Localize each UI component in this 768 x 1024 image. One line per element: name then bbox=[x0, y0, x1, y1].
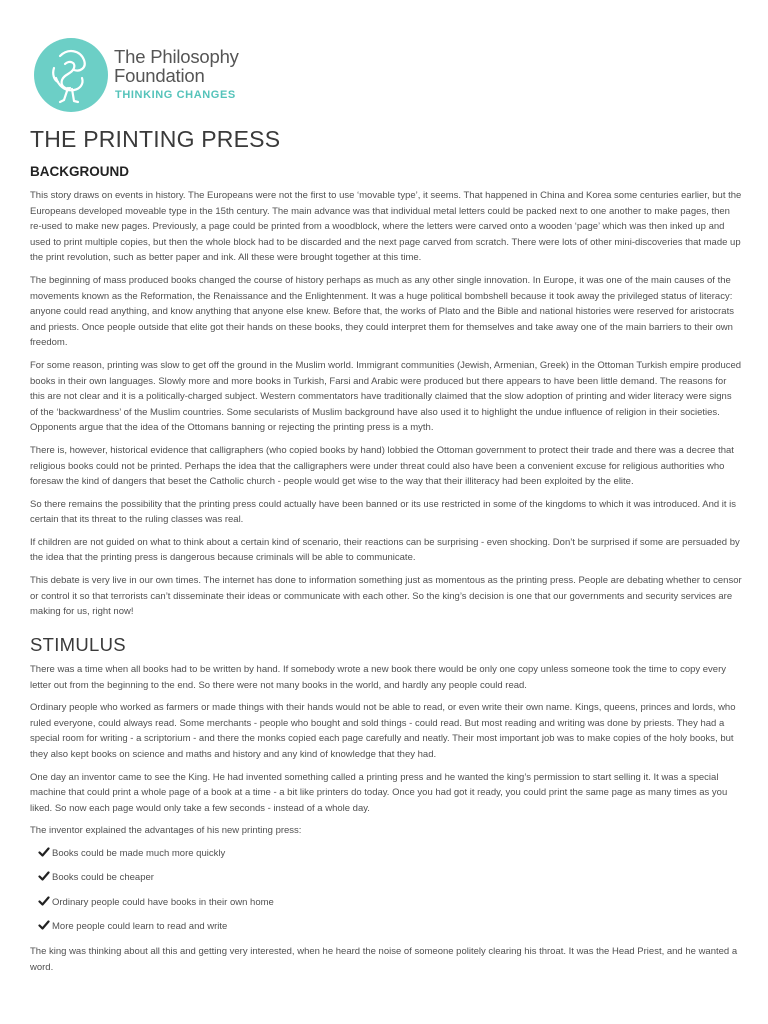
background-paragraph: So there remains the possibility that the printing press could actually have been banned or its use restricted in some of the kingdoms to which it was introduced. And it is certain that its threat to the ruling classes was real. bbox=[30, 498, 737, 526]
list-item-label: More people could learn to read and write bbox=[52, 921, 228, 933]
checkmark-icon bbox=[38, 895, 50, 907]
advantages-list bbox=[30, 846, 742, 944]
stimulus-paragraph: One day an inventor came to see the King. He had invented something called a printing press and he wanted the king’s permission to start selling it. It was a special machine that could print a whole page of a book at a time - a bit like printers do today. Once you had got it ready, you could print the same page as many times as you liked. So now each page would only take a few seconds - instead of a whole day. bbox=[30, 771, 728, 814]
background-paragraph: For some reason, printing was slow to get off the ground in the Muslim world. Immigrant communities (Jewish, Armenian, Greek) in the Ottoman Turkish empire produced books in their own languages. Slowly more and more books in Turkish, Farsi and Arabic were produced but there appears to have been little demand. The reasons for this are not clear and it is a politically-charged subject. Western commentators have traditionally claimed that the slow adoption of printing and wider literacy were signs of the ‘backwardness’ of the Muslim countries. Some secularists of Muslim background have also used it to highlight the undue influence of religion in their societies. Opponents argue that the idea of the Ottomans banning or rejecting the printing press is a myth. bbox=[30, 359, 742, 434]
list-item-label: Books could be made much more quickly bbox=[52, 847, 226, 859]
page-title: THE PRINTING PRESS bbox=[30, 126, 281, 152]
checkmark-icon bbox=[38, 870, 50, 882]
stimulus-section bbox=[30, 662, 742, 982]
logo-name-line1: The Philosophy bbox=[114, 46, 239, 67]
stimulus-closing-paragraph: The king was thinking about all this and getting very interested, when he heard the noise of someone politely clearing his throat. It was the Head Priest, and he wanted a word. bbox=[30, 945, 738, 973]
background-paragraph: The beginning of mass produced books changed the course of history perhaps as much as any other single innovation. In Europe, it was one of the main causes of the movements known as the Reformation, the Renaissance and the Enlightenment. It was a huge political bombshell because it took away the privileged status of literacy: anyone could read anything, and know anything that anyone else knew. Before that, the works of Plato and the Bible and national histories were reserved for aristocrats and priests. Once people outside that elite got their hands on these books, they could interpret them for themselves and take away one of the main barriers to their own freedom. bbox=[30, 274, 734, 349]
logo-name bbox=[114, 47, 239, 85]
checkmark-icon bbox=[38, 846, 50, 858]
list-item-label: Ordinary people could have books in their own home bbox=[52, 896, 274, 908]
background-paragraph: This story draws on events in history. The Europeans were not the first to use ‘movable type’, it seems. That happened in China and Korea some centuries earlier, but the Europeans developed moveable type in the 15th century. The main advance was that individual metal letters could be packed next to one another to make pages, then re-used to make new pages. Previously, a page could be printed from a woodblock, where the letters were carved onto a wooden ‘page’ which was then inked up and used to print multiple copies, but then the whole block had to be discarded and the next page carved from scratch. There were lots of other mini-discoveries that made up the print revolution, such as better paper and ink. All these were brought together at this time. bbox=[30, 190, 742, 264]
logo-name-line2: Foundation bbox=[114, 65, 205, 86]
list-item bbox=[30, 919, 742, 944]
logo bbox=[34, 38, 294, 114]
background-paragraph: If children are not guided on what to think about a certain kind of scenario, their reactions can be surprising - even shocking. Don’t be surprised if some are persuaded by the idea that the printing press is dangerous because criminals will be able to communicate. bbox=[30, 536, 740, 564]
philosophy-foundation-emblem-icon bbox=[34, 38, 108, 112]
logo-tagline: THINKING CHANGES bbox=[115, 89, 236, 101]
background-heading: BACKGROUND bbox=[30, 164, 129, 179]
list-item bbox=[30, 895, 742, 920]
checkmark-icon bbox=[38, 919, 50, 931]
list-item-label: Books could be cheaper bbox=[52, 872, 154, 884]
background-paragraph: There is, however, historical evidence that calligraphers (who copied books by hand) lobbied the Ottoman government to protect their trade and there was a decree that religious books could not be printed. Perhaps the idea that the calligraphers were under threat could also have been a convenient excuse for religious authorities who foresaw the kind of dangers that beset the Catholic church - people would get wise to the way that their illiteracy had been exploited by the elite. bbox=[30, 444, 734, 488]
list-item bbox=[30, 846, 742, 871]
stimulus-paragraph: There was a time when all books had to be written by hand. If somebody wrote a new book there would be only one copy unless someone took the time to copy every letter out from the beginning to the end. So there were not many books in the world, and hardly any people could read. bbox=[30, 664, 727, 691]
stimulus-heading: STIMULUS bbox=[30, 634, 126, 655]
stimulus-paragraph: Ordinary people who worked as farmers or made things with their hands would not be able to read, or even write their own name. Kings, queens, princes and lords, who ruled everyone, could always read. Some merchants - people who bought and sold things - could read. But most reading and writing was done by priests. They had a special room for writing - a scriptorium - and there the monks copied each page carefully and neatly. Their most important job was to make copies of the holy books, but they also kept books on science and maths and history and any kind of knowledge that they had. bbox=[30, 702, 736, 760]
list-item bbox=[30, 870, 742, 895]
background-paragraph: This debate is very live in our own times. The internet has done to information something just as momentous as the printing press. People are debating whether to censor or control it so that terrorists can’t disseminate their ideas or communicate with each other. So the king’s decision is one that our governments and security services are making for us, right now! bbox=[30, 575, 742, 618]
background-section bbox=[30, 188, 742, 627]
stimulus-paragraph: The inventor explained the advantages of his new printing press: bbox=[30, 825, 302, 837]
